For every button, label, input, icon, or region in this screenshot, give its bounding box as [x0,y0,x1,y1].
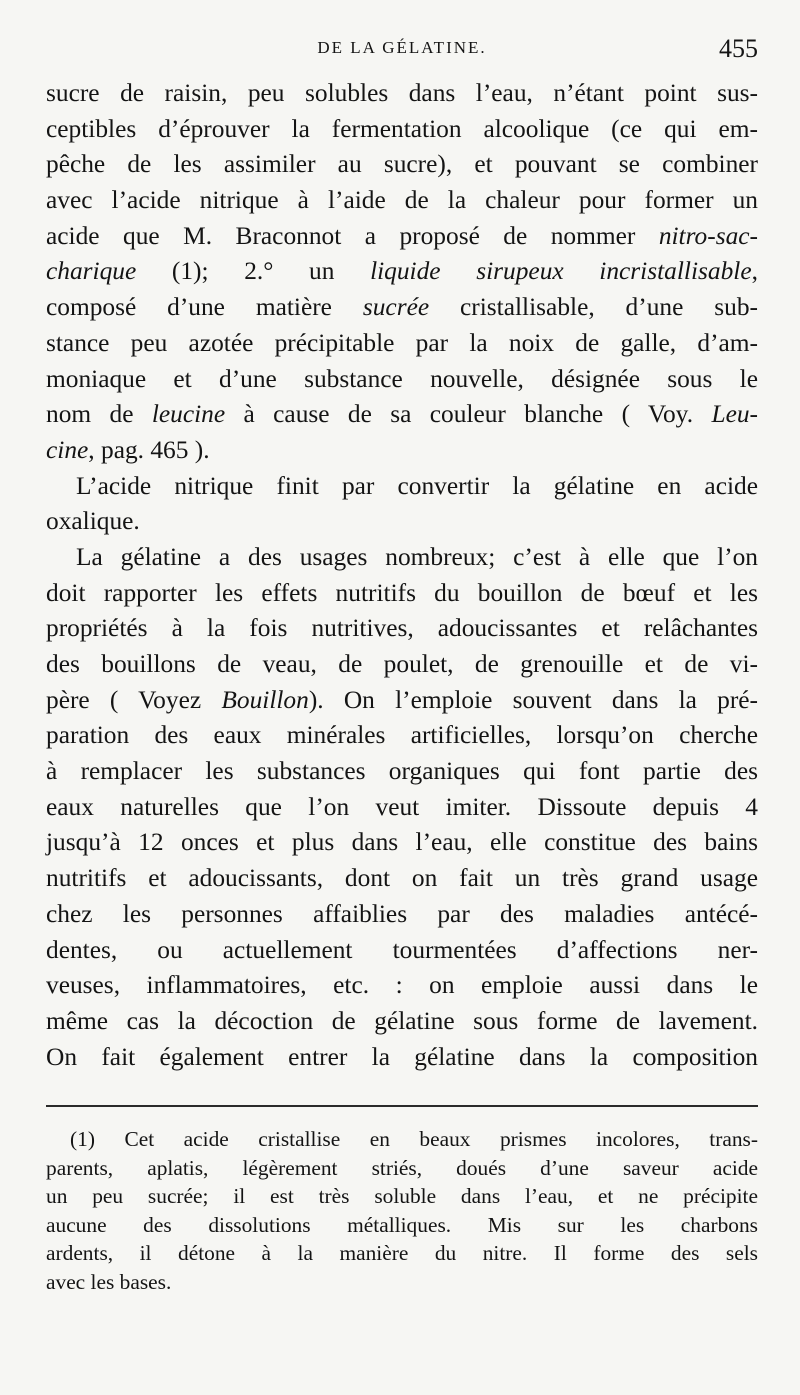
text-run: , pag. 465 ). [88,435,210,464]
text-line: oxalique. [46,507,140,536]
text-line: veuses, inflammatoires, etc. : on emploie aussi dans le [46,971,758,1000]
page-number: 455 [719,34,758,63]
text-run: , [751,257,758,286]
text-line: eaux naturelles que l’on veut imiter. Dissoute depuis 4 [46,792,758,821]
italic-run: liquide sirupeux incristallisable [370,257,752,286]
footnote-divider [46,1105,758,1107]
text-line: sucre de raisin, peu solubles dans l’eau, n’étant point sus- [46,79,758,107]
text-line: pêche de les assimiler au sucre), et pouvant se combiner [46,150,758,179]
text-line [46,219,758,255]
italic-run: leucine [151,400,226,429]
text-line: avec l’acide nitrique à l’aide de la chaleur pour former un [46,186,758,215]
italic-run: sucrée [362,293,430,322]
text-line: paration des eaux minérales artificielles, lorsqu’on cherche [46,721,758,750]
footnote-line: (1) Cet acide cristallise en beaux prismes incolores, trans- [70,1127,758,1151]
text-line [46,683,758,719]
text-line: propriétés à la fois nutritives, adoucissantes et relâchantes [46,614,758,643]
footnote-line: avec les bases. [46,1269,172,1294]
text-run: cristallisable, d’une sub- [460,293,758,322]
text-line [46,433,758,469]
text-line: moniaque et d’une substance nouvelle, désignée sous le [46,364,758,393]
footnote [46,1125,758,1297]
footnote-line: un peu sucrée; il est très soluble dans l’eau, et ne précipite [46,1184,758,1209]
italic-run: charique [46,257,137,286]
text-line [46,290,758,326]
text-line: dentes, ou actuellement tourmentées d’affections ner- [46,935,758,964]
footnote-line: ardents, il détone à la manière du nitre. Il forme des sels [46,1241,758,1266]
footnote-line: parents, aplatis, légèrement striés, doués d’une saveur acide [46,1155,758,1180]
footnote-line: aucune des dissolutions métalliques. Mis sur les charbons [46,1212,758,1237]
text-line: doit rapporter les effets nutritifs du bouillon de bœuf et les [46,578,758,607]
text-run: acide que M. Braconnot a proposé de nommer [46,221,636,250]
italic-run: Leu- [711,400,758,429]
text-line: stance peu azotée précipitable par la noix de galle, d’am- [46,328,758,357]
italic-run: Bouillon [221,685,309,714]
text-run: (1); 2.° un [171,257,335,286]
text-line: L’acide nitrique finit par convertir la gélatine en acide [76,471,758,500]
main-text [46,76,758,1075]
text-line: On fait également entrer la gélatine dans la composition [46,1042,758,1071]
text-line: même cas la décoction de gélatine sous forme de lavement. [46,1006,758,1035]
text-line: La gélatine a des usages nombreux; c’est à elle que l’on [76,542,758,571]
italic-run: cine [46,435,89,464]
text-line [46,397,758,433]
text-line: nutritifs et adoucissants, dont on fait un très grand usage [46,864,758,893]
text-line: jusqu’à 12 onces et plus dans l’eau, elle constitue des bains [46,828,758,857]
text-line: des bouillons de veau, de poulet, de grenouille et de vi- [46,650,758,678]
text-run: père ( Voyez [46,685,202,714]
text-run: nom de [46,400,134,429]
running-title: DE LA GÉLATINE. [317,38,487,57]
text-line: ceptibles d’éprouver la fermentation alcoolique (ce qui em- [46,114,758,143]
text-run: ). On l’emploie souvent dans la pré- [308,685,759,714]
text-line [46,254,758,290]
italic-run: nitro-sac- [658,221,759,250]
text-run: composé d’une matière [46,293,332,322]
text-run: à cause de sa couleur blanche ( Voy. [243,400,694,429]
page-header [46,34,758,74]
text-line: chez les personnes affaiblies par des maladies antécé- [46,899,758,928]
text-line: à remplacer les substances organiques qui font partie des [46,757,758,786]
